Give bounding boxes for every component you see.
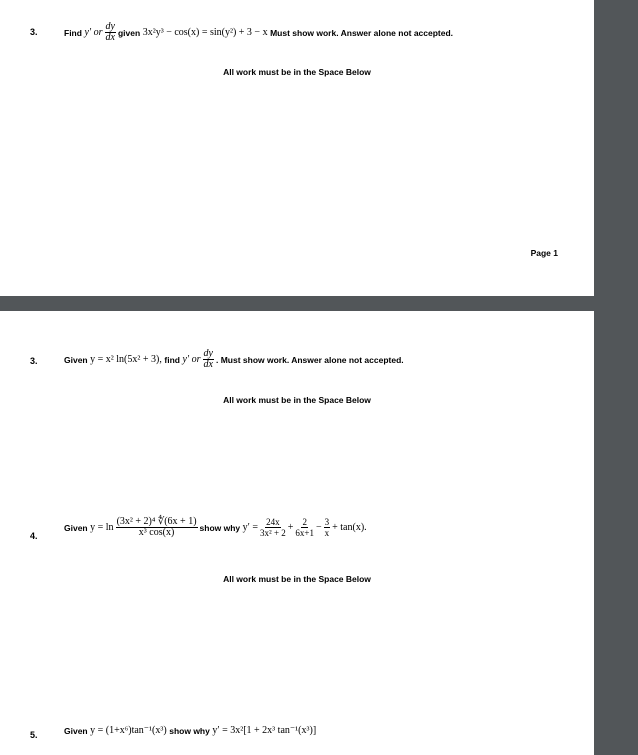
show-why-label: show why: [199, 522, 241, 533]
log-argument-fraction: [116, 517, 198, 538]
instruction-text: . Must show work. Answer alone not accepted.: [215, 354, 404, 365]
question-4-prompt: [64, 517, 367, 538]
result-equation: y′ = 3x²[1 + 2x³ tan⁻¹(x³)]: [212, 725, 317, 736]
equation: 3x²y³ − cos(x) = sin(y²) + 3 − x: [142, 27, 268, 38]
term-3-denominator: x: [324, 528, 330, 538]
question-3-prompt: [64, 22, 453, 43]
plus-sign: +: [287, 522, 294, 533]
instruction-text: Must show work. Answer alone not accepted.: [270, 27, 454, 38]
term-2-denominator: 6x+1: [295, 528, 314, 538]
show-why-label: show why: [169, 725, 210, 736]
term-1-fraction: [260, 517, 286, 538]
viewer-side-panel: [594, 0, 638, 755]
y-prime: y′: [182, 354, 190, 365]
given-label: Given: [64, 354, 88, 365]
term-2-numerator: 2: [302, 517, 307, 527]
document-page-1: [0, 0, 594, 296]
or-label: or: [191, 354, 201, 365]
question-number: 5.: [30, 730, 38, 740]
y-prime: y′: [84, 27, 92, 38]
log-numerator: (3x² + 2)⁴ ∜(6x + 1): [116, 516, 197, 527]
question-3-prompt: [64, 349, 404, 370]
term-1-numerator: 24x: [266, 517, 280, 527]
dy-dx-fraction: [203, 349, 214, 370]
find-label: Find: [64, 27, 82, 38]
work-space-label: All work must be in the Space Below: [223, 67, 371, 77]
term-1-denominator: 3x² + 2: [260, 528, 286, 538]
dy-numerator: dy: [105, 21, 115, 32]
term-2-fraction: [295, 517, 314, 538]
or-label: or: [93, 27, 103, 38]
find-label: find: [164, 354, 180, 365]
term-3-fraction: [324, 517, 331, 538]
question-number: 4.: [30, 531, 38, 541]
given-label: given: [117, 27, 141, 38]
given-label: Given: [64, 522, 88, 533]
dx-denominator: dx: [203, 359, 213, 370]
question-5-prompt: [64, 725, 316, 736]
given-label: Given: [64, 725, 88, 736]
equation: y = x² ln(5x² + 3),: [90, 354, 162, 365]
question-number: 3.: [30, 356, 38, 366]
dx-denominator: dx: [105, 32, 115, 43]
equation: y = (1+x⁶)tan⁻¹(x³): [90, 725, 167, 736]
minus-sign: −: [316, 522, 322, 533]
document-page-2: [0, 311, 594, 755]
log-denominator: x³ cos(x): [138, 527, 175, 538]
dy-numerator: dy: [203, 348, 213, 359]
work-space-label: All work must be in the Space Below: [223, 574, 371, 584]
question-number: 3.: [30, 27, 38, 37]
tan-term: + tan(x).: [332, 522, 367, 533]
dy-dx-fraction: [105, 22, 116, 43]
term-3-numerator: 3: [324, 517, 330, 527]
work-space-label: All work must be in the Space Below: [223, 395, 371, 405]
y-equals-ln: y = ln: [90, 522, 114, 533]
page-number-label: Page 1: [530, 248, 558, 258]
y-prime-equals: y′ =: [242, 522, 258, 533]
